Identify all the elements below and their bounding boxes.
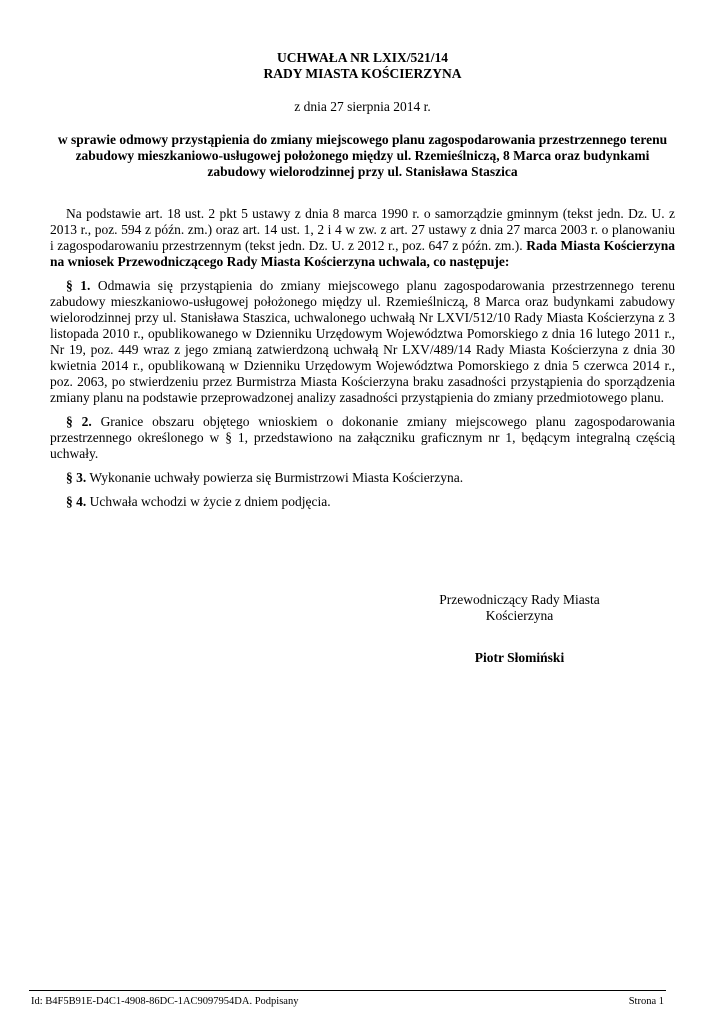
- signature-block: [412, 592, 627, 666]
- document-header: [50, 50, 675, 180]
- legal-basis-paragraph: [50, 206, 675, 270]
- footer-divider: [29, 990, 666, 991]
- document-id: Id: B4F5B91E-D4C1-4908-86DC-1AC9097954DA. Podpisany: [31, 996, 299, 1007]
- section-3: [50, 470, 675, 486]
- resolution-number: UCHWAŁA NR LXIX/521/14: [276, 50, 449, 65]
- resolution-date: z dnia 27 sierpnia 2014 r.: [294, 99, 431, 114]
- section-4: [50, 494, 675, 510]
- enactment-clause: Rada Miasta Kościerzyna na wniosek Przewodniczącego Rady Miasta Kościerzyna uchwala, co następuje:: [50, 238, 675, 269]
- section-text: Odmawia się przystąpienia do zmiany miejscowego planu zagospodarowania przestrzennego terenu zabudowy mieszkaniowo-usługowej położonego między ul. Rzemieślniczą, 8 Marca oraz budynkami zabudowy wielorodzinnej przy ul. Stanisława Staszica, uchwalonego uchwałą Nr LXVI/512/10 Rady Miasta Kościerzyna z 3 listopada 2010 r., opublikowanego w Dzienniku Urzędowym Województwa Pomorskiego z dnia 16 lutego 2011 r., Nr 19, poz. 449 wraz z jego zmianą zatwierdzoną uchwałą Nr LXV/489/14 Rady Miasta Kościerzyna z dnia 30 kwietnia 2014 r., opublikowaną w Dzienniku Urzędowym Województwa Pomorskiego z dnia 5 czerwca 2014 r., poz. 2063, po stwierdzeniu przez Burmistrza Miasta Kościerzyna braku zasadności przystąpienia do sporządzenia zmiany planu na podstawie przeprowadzonej analizy zasadności przystąpienia do zmiany przedmiotowego planu.: [50, 278, 675, 405]
- signatory-name: Piotr Słomiński: [474, 650, 565, 665]
- section-label: § 4.: [66, 494, 87, 509]
- section-text: Uchwała wchodzi w życie z dniem podjęcia.: [86, 494, 331, 509]
- section-label: § 2.: [66, 414, 92, 429]
- section-label: § 3.: [66, 470, 87, 485]
- section-2: [50, 414, 675, 462]
- page-number: Strona 1: [628, 996, 664, 1007]
- section-label: § 1.: [66, 278, 91, 293]
- section-text: Wykonanie uchwały powierza się Burmistrzowi Miasta Kościerzyna.: [86, 470, 464, 485]
- section-text: Granice obszaru objętego wnioskiem o dokonanie zmiany miejscowego planu zagospodarowania przestrzennego określonego w § 1, przedstawiono na załączniku graficznym nr 1, będącym integralną częścią uchwały.: [50, 414, 675, 461]
- council-name: RADY MIASTA KOŚCIERZYNA: [263, 66, 462, 81]
- signatory-role-line1: Przewodniczący Rady Miasta: [439, 592, 600, 607]
- signatory-role-line2: Kościerzyna: [485, 608, 554, 623]
- resolution-body: [50, 206, 675, 518]
- legal-basis-text: Na podstawie art. 18 ust. 2 pkt 5 ustawy z dnia 8 marca 1990 r. o samorządzie gminnym (tekst jedn. Dz. U. z 2013 r., poz. 594 z późn. zm.) oraz art. 14 ust. 1, 2 i 4 w zw. z art. 27 ustawy z dnia 27 marca 2003 r. o planowaniu i zagospodarowaniu przestrzennym (tekst jedn. Dz. U. z 2012 r., poz. 647 z późn. zm.).: [50, 206, 675, 253]
- section-1: [50, 278, 675, 406]
- resolution-subject: w sprawie odmowy przystąpienia do zmiany miejscowego planu zagospodarowania przestrzennego terenu zabudowy mieszkaniowo-usługowej położonego między ul. Rzemieślniczą, 8 Marca oraz budynkami zabudowy wielorodzinnej przy ul. Stanisława Staszica: [57, 132, 668, 179]
